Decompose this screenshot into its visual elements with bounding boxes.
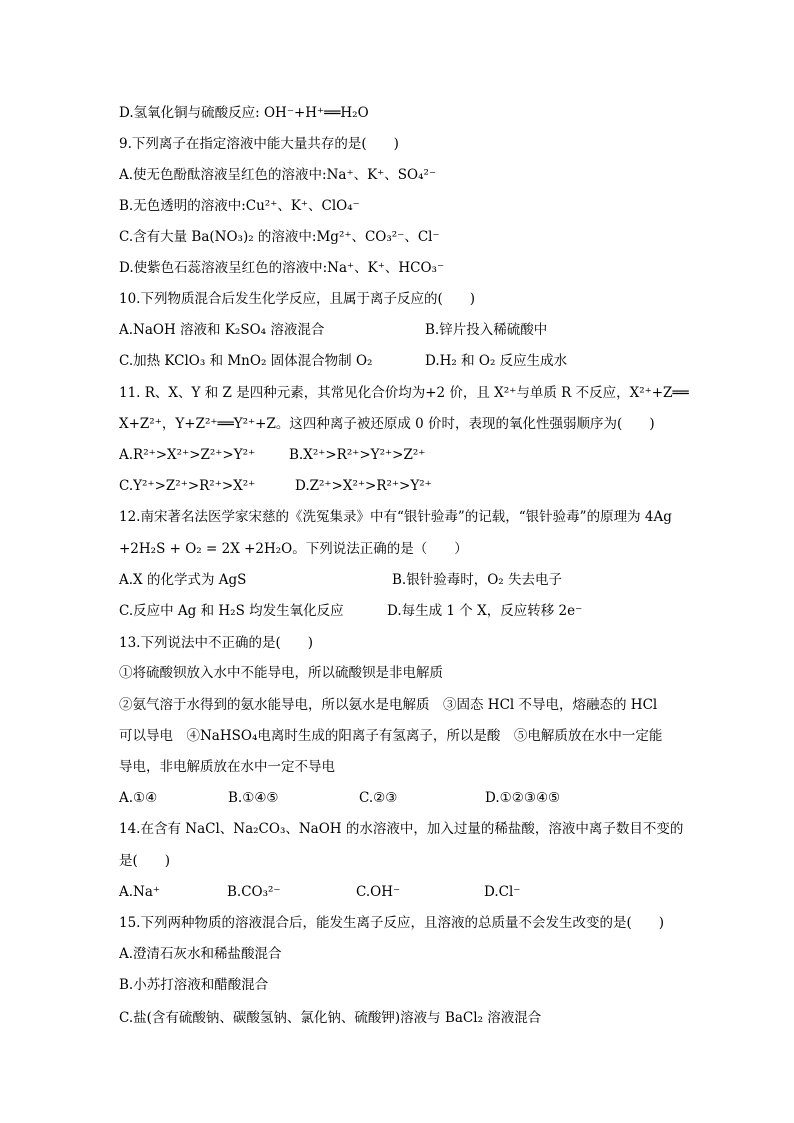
q10-option-a: A.NaOH 溶液和 K₂SO₄ 溶液混合: [119, 322, 325, 338]
q13-option-b: B.①④⑤: [228, 790, 279, 806]
q13-option-d: D.①②③④⑤: [485, 790, 561, 806]
q11-option-d: D.Z²⁺>X²⁺>R²⁺>Y²⁺: [295, 478, 432, 494]
q11-stem-line1: 11. R、X、Y 和 Z 是四种元素，其常见化合价均为+2 价，且 X²⁺与单质 R 不反应，X²⁺+Z══: [119, 385, 689, 401]
q9-stem: 9.下列离子在指定溶液中能大量共存的是( ): [119, 136, 399, 152]
q15-stem: 15.下列两种物质的溶液混合后，能发生离子反应，且溶液的总质量不会发生改变的是( ): [119, 915, 665, 931]
q10-option-d: D.H₂ 和 O₂ 反应生成水: [425, 353, 568, 369]
q11-option-b: B.X²⁺>R²⁺>Y²⁺>Z²⁺: [289, 447, 426, 463]
q14-option-a: A.Na⁺: [119, 884, 161, 900]
q14-stem-line2: 是( ): [119, 853, 171, 869]
q12-option-c: C.反应中 Ag 和 H₂S 均发生氧化反应: [119, 603, 344, 619]
q13-statement-5-cont: 导电，非电解质放在水中一定不导电: [119, 759, 335, 775]
q12-stem-line1: 12.南宋著名法医学家宋慈的《洗冤集录》中有“银针验毒”的记载，“银针验毒”的原理为 4Ag: [119, 509, 672, 525]
q14-option-c: C.OH⁻: [356, 884, 401, 900]
q14-stem-line1: 14.在含有 NaCl、Na₂CO₃、NaOH 的水溶液中，加入过量的稀盐酸，溶液中离子数目不变的: [119, 821, 684, 837]
q13-option-c: C.②③: [359, 790, 398, 806]
q8-option-d: D.氢氧化铜与硫酸反应: OH⁻+H⁺══H₂O: [119, 105, 369, 121]
q10-option-c: C.加热 KClO₃ 和 MnO₂ 固体混合物制 O₂: [119, 353, 373, 369]
q12-option-b: B.银针验毒时，O₂ 失去电子: [392, 572, 562, 588]
q13-stem: 13.下列说法中不正确的是( ): [119, 635, 314, 651]
q12-option-d: D.每生成 1 个 X，反应转移 2e⁻: [387, 603, 583, 619]
q15-option-c: C.盐(含有硫酸钠、碳酸氢钠、氯化钠、硫酸钾)溶液与 BaCl₂ 溶液混合: [119, 1010, 542, 1026]
q13-statement-1: ①将硫酸钡放入水中不能导电，所以硫酸钡是非电解质: [119, 665, 443, 681]
q11-option-c: C.Y²⁺>Z²⁺>R²⁺>X²⁺: [119, 478, 256, 494]
q13-statement-3-5: 可以导电 ④NaHSO₄电离时生成的阳离子有氢离子，所以是酸 ⑤电解质放在水中一定能: [119, 728, 663, 744]
q14-option-d: D.Cl⁻: [484, 884, 521, 900]
q14-option-b: B.CO₃²⁻: [227, 884, 281, 900]
q12-stem-line2: +2H₂S + O₂ = 2X +2H₂O。下列说法正确的是（ ）: [119, 541, 468, 557]
q9-option-a: A.使无色酚酞溶液呈红色的溶液中:Na⁺、K⁺、SO₄²⁻: [119, 167, 437, 183]
q13-statement-2-3: ②氨气溶于水得到的氨水能导电，所以氨水是电解质 ③固态 HCl 不导电，熔融态的 HCl: [119, 697, 658, 713]
q11-stem-line2: X+Z²⁺，Y+Z²⁺══Y²⁺+Z。这四种离子被还原成 0 价时，表现的氧化性强弱顺序为( ): [119, 416, 655, 432]
q15-option-b: B.小苏打溶液和醋酸混合: [119, 977, 269, 993]
q9-option-d: D.使紫色石蕊溶液呈红色的溶液中:Na⁺、K⁺、HCO₃⁻: [119, 260, 445, 276]
q10-option-b: B.锌片投入稀硫酸中: [425, 322, 548, 338]
q9-option-b: B.无色透明的溶液中:Cu²⁺、K⁺、ClO₄⁻: [119, 198, 360, 214]
q15-option-a: A.澄清石灰水和稀盐酸混合: [119, 946, 282, 962]
q12-option-a: A.X 的化学式为 AgS: [119, 572, 247, 588]
q13-option-a: A.①④: [119, 790, 158, 806]
q11-option-a: A.R²⁺>X²⁺>Z²⁺>Y²⁺: [119, 447, 256, 463]
q9-option-c: C.含有大量 Ba(NO₃)₂ 的溶液中:Mg²⁺、CO₃²⁻、Cl⁻: [119, 229, 440, 245]
q10-stem: 10.下列物质混合后发生化学反应，且属于离子反应的( ): [119, 291, 476, 307]
